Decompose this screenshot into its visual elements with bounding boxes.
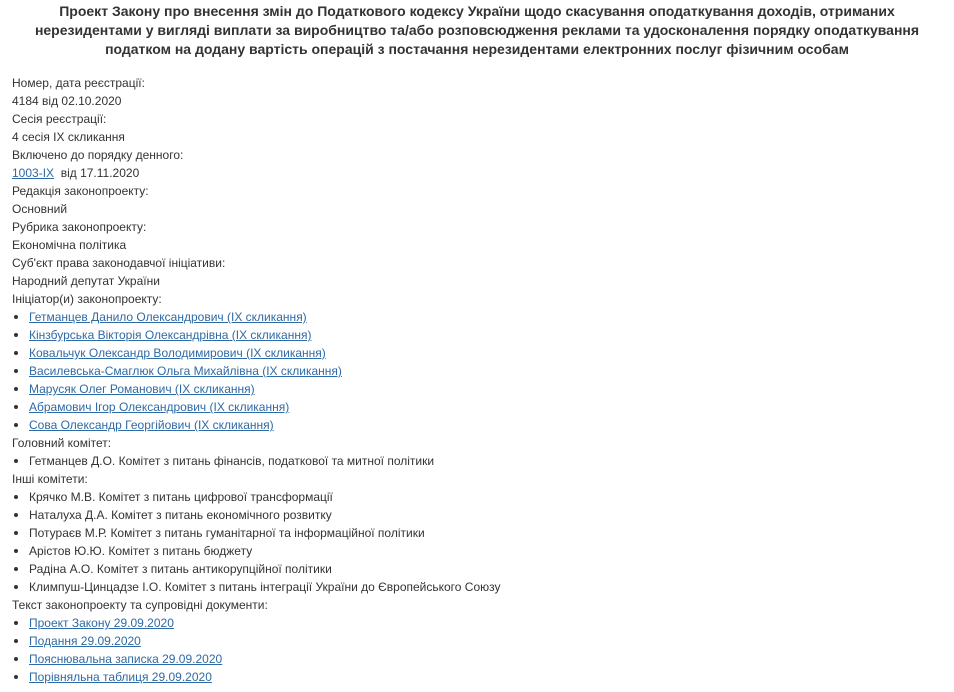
committee-text: Крячко М.В. Комітет з питань цифрової трансформації [29, 490, 333, 504]
committee-text: Радіна А.О. Комітет з питань антикорупційної політики [29, 562, 332, 576]
list-item [12, 632, 954, 650]
bullet-icon [14, 585, 18, 589]
rubric-label: Рубрика законопроекту: [12, 220, 147, 234]
list-item [12, 308, 954, 326]
committee-text: Потураєв М.Р. Комітет з питань гуманітарної та інформаційної політики [29, 526, 425, 540]
session-label: Сесія реєстрації: [12, 112, 107, 126]
bullet-icon [14, 387, 18, 391]
bullet-icon [14, 315, 18, 319]
bill-title: Проект Закону про внесення змін до Податкового кодексу України щодо скасування оподаткування доходів, отриманих нерезидентами у вигляді виплати за виробництво та/або розповсюдження реклами та удосконалення порядку оподаткування податком на додану вартість операцій з постачання нерезидентами електронних послуг фізичним особам [34, 3, 920, 57]
subject-label: Суб'єкт права законодавчої ініціативи: [12, 256, 226, 270]
list-item [12, 614, 954, 632]
list-item [12, 650, 954, 668]
agenda-label: Включено до порядку денного: [12, 148, 184, 162]
agenda-date: від 17.11.2020 [54, 166, 140, 180]
bullet-icon [14, 675, 18, 679]
documents-label: Текст законопроекту та супровідні документи: [12, 598, 268, 612]
main-committee-list [12, 452, 954, 470]
other-committees-label: Інші комітети: [12, 472, 88, 486]
initiator-link[interactable]: Гетманцев Данило Олександрович (IX скликання) [29, 310, 307, 324]
list-item [12, 344, 954, 362]
committee-text: Гетманцев Д.О. Комітет з питань фінансів, податкової та митної політики [29, 454, 435, 468]
bullet-icon [14, 513, 18, 517]
list-item [12, 416, 954, 434]
list-item [12, 560, 954, 578]
committee-text: Наталуха Д.А. Комітет з питань економічного розвитку [29, 508, 332, 522]
edition-label: Редакція законопроекту: [12, 184, 149, 198]
document-link[interactable]: Пояснювальна записка 29.09.2020 [29, 652, 223, 666]
list-item [12, 380, 954, 398]
initiators-list [12, 308, 954, 434]
document-link[interactable]: Порівняльна таблиця 29.09.2020 [29, 670, 212, 684]
bullet-icon [14, 459, 18, 463]
initiator-link[interactable]: Марусяк Олег Романович (IX скликання) [29, 382, 255, 396]
edition-value: Основний [12, 202, 68, 216]
bill-details [0, 59, 954, 686]
registration-label: Номер, дата реєстрації: [12, 76, 145, 90]
bullet-icon [14, 369, 18, 373]
bullet-icon [14, 423, 18, 427]
bullet-icon [14, 351, 18, 355]
other-committees-list [12, 488, 954, 596]
initiator-link[interactable]: Сова Олександр Георгійович (IX скликання) [29, 418, 274, 432]
bullet-icon [14, 621, 18, 625]
list-item [12, 668, 954, 686]
initiator-link[interactable]: Ковальчук Олександр Володимирович (IX скликання) [29, 346, 326, 360]
initiator-link[interactable]: Василевська-Смаглюк Ольга Михайлівна (IX скликання) [29, 364, 342, 378]
list-item [12, 362, 954, 380]
registration-value: 4184 від 02.10.2020 [12, 94, 122, 108]
agenda-value [12, 164, 954, 182]
list-item [12, 452, 954, 470]
initiators-label: Ініціатор(и) законопроекту: [12, 292, 162, 306]
initiator-link[interactable]: Абрамович Ігор Олександрович (IX скликання) [29, 400, 290, 414]
bullet-icon [14, 567, 18, 571]
bullet-icon [14, 333, 18, 337]
bullet-icon [14, 495, 18, 499]
main-committee-label: Головний комітет: [12, 436, 112, 450]
bullet-icon [14, 549, 18, 553]
list-item [12, 542, 954, 560]
documents-list [12, 614, 954, 686]
bullet-icon [14, 639, 18, 643]
document-link[interactable]: Проект Закону 29.09.2020 [29, 616, 174, 630]
list-item [12, 326, 954, 344]
session-value: 4 сесія IX скликання [12, 130, 125, 144]
list-item [12, 578, 954, 596]
rubric-value: Економічна політика [12, 238, 127, 252]
list-item [12, 506, 954, 524]
committee-text: Климпуш-Цинцадзе І.О. Комітет з питань інтеграції України до Європейського Союзу [29, 580, 501, 594]
list-item [12, 488, 954, 506]
agenda-link[interactable]: 1003-IX [12, 166, 55, 180]
document-link[interactable]: Подання 29.09.2020 [29, 634, 141, 648]
committee-text: Арістов Ю.Ю. Комітет з питань бюджету [29, 544, 253, 558]
initiator-link[interactable]: Кінзбурська Вікторія Олександрівна (IX скликання) [29, 328, 312, 342]
subject-value: Народний депутат України [12, 274, 160, 288]
bullet-icon [14, 657, 18, 661]
list-item [12, 398, 954, 416]
bullet-icon [14, 405, 18, 409]
bullet-icon [14, 531, 18, 535]
list-item [12, 524, 954, 542]
